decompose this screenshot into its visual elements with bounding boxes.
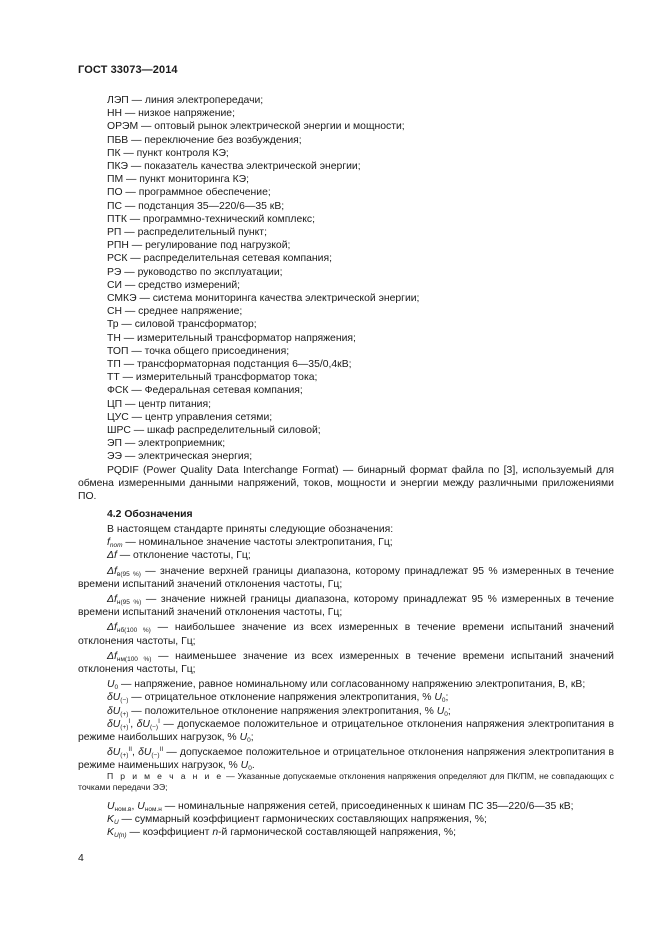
abbreviation-item: ЭП — электроприемник; [107,438,226,450]
abbreviation-item: ТП — трансформаторная подстанция 6—35/0,4кВ; [107,359,352,371]
abbreviation-item: ТН — измерительный трансформатор напряжения; [107,332,356,344]
abbreviation-item: ПО — программное обеспечение; [107,187,271,199]
abbreviation-item: ФСК — Федеральная сетевая компания; [107,385,303,397]
abbreviation-item: ОРЭМ — оптовый рынок электрической энергии и мощности; [107,121,405,133]
symbol-du-positive: $\delta U_{(+)}$ — положительное отклонение напряжения электропитания, % $U_0$; [107,705,451,718]
pqdif-definition: PQDIF (Power Quality Data Interchange Format) — бинарный формат файла по [3], используемый для обмена измеренными данными напряжений, токов, мощности и энергии между различными приложениями ПО. [78,465,614,503]
abbreviation-item: ПК — пункт контроля КЭ; [107,147,229,159]
symbol-du-negative: $\delta U_{(-)}$ — отрицательное отклонение напряжения электропитания, % $U_0$; [107,692,449,705]
note-label: П р и м е ч а н и е [107,771,224,781]
abbreviation-item: РСК — распределительная сетевая компания; [107,253,332,265]
abbreviation-item: ТОП — точка общего присоединения; [107,345,290,357]
note [78,771,614,794]
abbreviation-item: ТТ — измерительный трансформатор тока; [107,372,318,384]
symbols-list-continued [78,800,614,840]
symbol-delta-f-upper: $\Delta f_{в(95 \%)}$ — значение верхней границы диапазона, которому принадлежат 95 % измеренных в течение времени испытаний значений отклонения частоты, Гц; [78,565,614,590]
note-text: — Указанные допускаемые отклонения напряжения определяют для ПК/ПМ, не совпадающих с точками передачи ЭЭ; [78,771,614,793]
abbreviation-item: РПН — регулирование под нагрузкой; [107,240,291,252]
abbreviation-item: ПС — подстанция 35—220/6—35 кВ; [107,200,285,212]
symbol-u-nom: $U_{ном.в}$, $U_{ном.н}$ — номинальные напряжения сетей, присоединенных к шинам ПС 35—220/6—35 кВ; [107,801,574,813]
abbreviations-list [107,94,627,464]
symbol-du-min-load: $\delta U_{(+)}^{II}$, $\delta U_{(-)}^{II}$ — допускаемое положительное и отрицательное отклонения напряжения электропитания в режиме наименьших нагрузок, % $U_0$. [78,746,614,773]
symbol-delta-f-max: $\Delta f_{нб(100 \%)}$ — наибольшее значение из всех измеренных в течение времени испытаний значений отклонения частоты, Гц; [78,622,615,647]
abbreviation-item: ШРС — шкаф распределительный силовой; [107,425,321,437]
abbreviation-item: Тр — силовой трансформатор; [107,319,257,331]
abbreviation-item: ПТК — программно-технический комплекс; [107,213,315,225]
abbreviation-item: ЦУС — центр управления сетями; [107,411,273,423]
section-heading: 4.2 Обозначения [107,509,193,520]
abbreviation-item: НН — низкое напряжение; [107,108,235,120]
abbreviation-item: ПМ — пункт мониторинга КЭ; [107,174,249,186]
abbreviation-item: ЛЭП — линия электропередачи; [107,95,264,106]
abbreviation-item: ПКЭ — показатель качества электрической энергии; [107,161,361,173]
abbreviation-item: ЭЭ — электрическая энергия; [107,451,253,463]
symbol-u0: $U_0$ — напряжение, равное номинальному или согласованному напряжению электропитания, В, кВ; [107,679,586,692]
abbreviation-item: ПБВ — переключение без возбуждения; [107,134,302,146]
symbol-delta-f: Δf — отклонение частоты, Гц; [107,550,251,562]
document-header: ГОСТ 33073—2014 [78,64,178,76]
symbol-delta-f-lower: $\Delta f_{н(95 \%)}$ — значение нижней границы диапазона, которому принадлежат 95 % измеренных в течение времени испытаний значений отклонения частоты, Гц; [78,594,614,619]
symbol-f-nom: $f_{nom}$ — номинальное значение частоты электропитания, Гц; [107,537,393,550]
symbol-ku: $K_U$ — суммарный коэффициент гармонических составляющих напряжения, %; [107,814,487,827]
symbols-list [78,523,614,773]
abbreviation-item: РЭ — руководство по эксплуатации; [107,266,283,278]
page-number: 4 [78,853,84,864]
abbreviation-item: СН — среднее напряжение; [107,306,243,318]
symbol-ku-n: $K_{U(n)}$ — коэффициент n-й гармонической составляющей напряжения, %; [107,827,456,840]
symbol-delta-f-min: $\Delta f_{нм(100 \%)}$ — наименьшее значение из всех измеренных в течение времени испытаний значений отклонения частоты, Гц; [78,650,614,676]
abbreviation-item: СИ — средство измерений; [107,279,241,291]
symbol-du-max-load: $\delta U_{(+)}^I$, $\delta U_{(-)}^I$ — допускаемое положительное и отрицательное отклонения напряжения электропитания в режиме наибольших нагрузок, % $U_0$; [78,717,614,745]
abbreviation-item: СМКЭ — система мониторинга качества электрической энергии; [107,293,420,305]
symbols-intro: В настоящем стандарте приняты следующие обозначения: [107,524,394,535]
abbreviation-item: ЦП — центр питания; [107,398,212,410]
abbreviation-item: РП — распределительный пункт; [107,227,267,239]
